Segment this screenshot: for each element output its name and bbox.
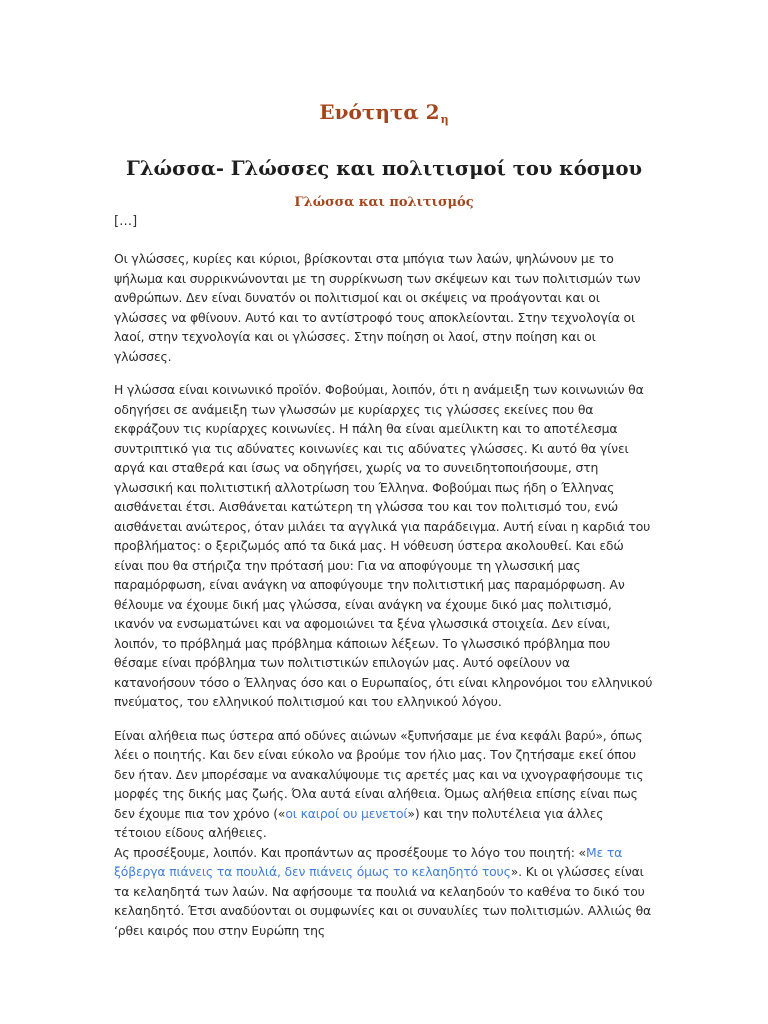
paragraph-4-text-2: ». Κι οι γλώσσες είναι τα κελαηδητά των λαών. Να αφήσουμε τα πουλιά να κελαηδούν το καθένα το δικό του κελαηδητό. Έτσι αναδύονται οι συμφωνίες και οι συναυλίες των πολιτισμών. Αλλιώς θα ‘ρθει καιρός που στην Ευρώπη της (114, 864, 652, 938)
quote-link-kairoi[interactable]: οι καιροί ου μενετοί (285, 805, 408, 821)
paragraph-4 (114, 843, 654, 941)
paragraph-4-text-1: Ας προσέξουμε, λοιπόν. Και προπάντων ας προσέξουμε το λόγο του ποιητή: « (114, 844, 586, 860)
paragraph-1: Οι γλώσσες, κυρίες και κύριοι, βρίσκονται στα μπόγια των λαών, ψηλώνουν με το ψήλωμα και συρρικνώνονται με τη συρρίκνωση των σκέψεων και των πολιτισμών των ανθρώπων. Δεν είναι δυνατόν οι πολιτισμοί και οι σκέψεις να προάγονται και οι γλώσσες να φθίνουν. Αυτό και το αντίστροφό τους αποκλείονται. Στην τεχνολογία οι λαοί, στην τεχνολογία και οι γλώσσες. Στην ποίηση οι λαοί, στην ποίηση και οι γλώσσες. (114, 251, 641, 364)
document-content (114, 98, 654, 940)
paragraph-3-text-1: Είναι αλήθεια πως ύστερα από οδύνες αιώνων «ξυπνήσαμε με ένα κεφάλι βαρύ», όπως λέει ο ποιητής. Και δεν είναι εύκολο να βρούμε τον ήλιο μας. Τον ζητήσαμε εκεί όπου δεν ήταν. Δεν μπορέσαμε να ανακαλύψουμε τις αρετές μας και να ιχνογραφήσουμε τις μορφές της δικής μας ζωής. Όλα αυτά είναι αλήθεια. Όμως αλήθεια επίσης είναι πως δεν έχουμε πια τον χρόνο (« (114, 727, 644, 821)
main-heading: Γλώσσα- Γλώσσες και πολιτισμοί του κόσμου (125, 157, 642, 180)
unit-title-text: Ενότητα 2 (319, 100, 440, 124)
unit-title-suffix: η (440, 113, 449, 126)
paragraph-2: Η γλώσσα είναι κοινωνικό προϊόν. Φοβούμαι, λοιπόν, ότι η ανάμειξη των κοινωνιών θα οδηγήσει σε ανάμειξη των γλωσσών με κυρίαρχες τις γλώσσες εκείνες που θα εκφράζουν τις κυρίαρχες κοινωνίες. Η πάλη θα είναι αμείλικτη και το αποτέλεσμα συντριπτικό για τις αδύνατες κοινωνίες και τις αδύνατες γλώσσες. Κι αυτό θα γίνει αργά και σταθερά και ίσως να οδηγήσει, χωρίς να το συνειδητοποιήσουμε, στη γλωσσική και πολιτιστική αλλοτρίωση του Έλληνα. Φοβούμαι πως ήδη ο Έλληνας αισθάνεται έτσι. Αισθάνεται κατώτερη τη γλώσσα του και τον πολιτισμό του, ενώ αισθάνεται ανώτερος, όταν μιλάει τα αγγλικά για παράδειγμα. Αυτή είναι η καρδιά του προβλήματος: ο ξεριζωμός από τα δικά μας. Η νόθευση ύστερα ακολουθεί. Και εδώ είναι που θα στήριζα την πρότασή μου: Για να αποφύγουμε τη γλωσσική μας παραμόρφωση, είναι ανάγκη να αποφύγουμε την πολιτιστική μας παραμόρφωση. Αν θέλουμε να έχουμε δική μας γλώσσα, είναι ανάγκη να έχουμε δικό μας πολιτισμό, ικανόν να ενσωματώνει και να αφομοιώνει τα ξένα γλωσσικά στοιχεία. Δεν είναι, λοιπόν, το πρόβλημά μας πρόβλημα κάποιων λέξεων. Το γλωσσικό πρόβλημα που θέσαμε είναι πρόβλημα των πολιτιστικών επιλογών μας. Αυτό οφείλουν να κατανοήσουν τόσο ο Έλληνας όσο και ο Ευρωπαίος, ότι είναι κληρονόμοι του ελληνικού πνεύματος, του ελληνικού πολιτισμού και του ελληνικού λόγου. (114, 382, 653, 709)
quote-link-poet[interactable]: Με τα ξόβεργα πιάνεις τα πουλιά, δεν πιάνεις όμως το κελαηδητό τους (114, 844, 623, 879)
unit-title (114, 98, 654, 134)
omission-marker: […] (114, 214, 138, 229)
paragraph-3-text-2: ») και την πολυτέλεια για άλλες τέτοιου είδους αλήθειες. (114, 805, 604, 840)
subheading: Γλώσσα και πολιτισμός (294, 195, 474, 210)
paragraph-3 (114, 726, 654, 843)
